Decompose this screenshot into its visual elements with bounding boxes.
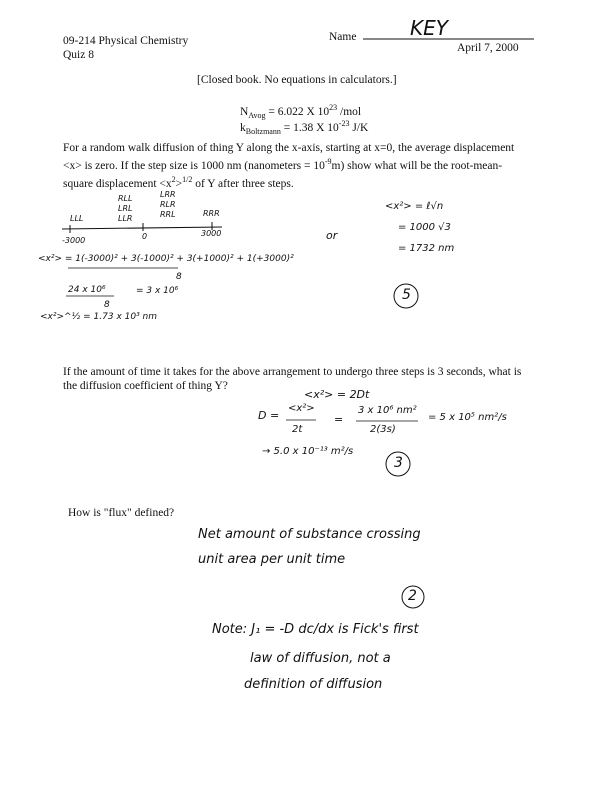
q2-equals: = [334, 413, 344, 426]
alt-eq-3: = 1732 nm [398, 243, 455, 254]
quiz-date: April 7, 2000 [457, 42, 519, 54]
question-1: For a random walk diffusion of thing Y along the x-axis, starting at x=0, the average displacement <x> is zero. If the step size is 1000 nm (nanometers = $10^{-9}m$) show what will be the root-mean- square displacement $<x^2>^{1/2}$ of Y after three steps. [63, 142, 515, 190]
q1-eq2-result: = 3 x 10⁶ [136, 286, 179, 296]
q2-frac2-num: 3 x 10⁶ nm² [358, 405, 417, 416]
question-3: How is "flux" defined? [68, 507, 175, 519]
q1-eq2-denominator: 8 [104, 300, 110, 310]
note-line-2: law of diffusion, not a [250, 651, 391, 666]
q3-score: 2 [408, 588, 417, 604]
q1-eq2-numerator: 24 x 10⁶ [68, 285, 106, 295]
q1-equation-3: <x²>^½ = 1.73 x 10³ nm [40, 312, 158, 322]
q2-equation-1: <x²> = 2Dt [304, 388, 370, 401]
q3-answer-line-1: Net amount of substance crossing [198, 527, 421, 542]
name-value: KEY [410, 16, 448, 40]
question-2: If the amount of time it takes for the above arrangement to undergo three steps is 3 seconds, what is the diffusion coefficient of thing Y? [63, 366, 522, 392]
alt-eq-1: <x²> = ℓ√n [385, 201, 444, 212]
q2-frac1-num: <x²> [288, 403, 315, 414]
or-label: or [326, 229, 338, 242]
q3-answer-line-2: unit area per unit time [198, 552, 346, 567]
path-lll: LLL [70, 214, 84, 223]
q1-score: 5 [402, 287, 411, 303]
paths-two-right: LRR RLR RRL [160, 190, 176, 219]
q2-score-circle [386, 452, 410, 476]
q2-d-lhs: D = [258, 409, 280, 422]
instructions: [Closed book. No equations in calculators.] [197, 74, 397, 86]
course-title: 09-214 Physical Chemistry [63, 35, 189, 47]
q2-result-1: = 5 x 10⁵ nm²/s [428, 412, 507, 423]
avogadro-constant: $N_{Avog} = 6.022$ X $10^{23}$ /mol [240, 103, 362, 121]
path-rrr: RRR [203, 209, 220, 218]
paths-one-right: RLL LRL LLR [118, 194, 133, 223]
q1-equation-1: <x²> = 1(-3000)² + 3(-1000)² + 3(+1000)² + 1(+3000)² [38, 254, 294, 264]
number-line [62, 227, 222, 229]
q2-frac2-den: 2(3s) [370, 424, 396, 435]
q1-score-circle [394, 284, 418, 308]
boltzmann-constant: $k_{Boltzmann} = 1.38$ X $10^{-23}$ J/K [240, 119, 369, 137]
axis-mid-label: 0 [142, 232, 148, 241]
name-label: Name [329, 31, 357, 43]
quiz-number: Quiz 8 [63, 49, 94, 61]
axis-left-label: -3000 [62, 236, 86, 245]
q1-eq1-denominator: 8 [176, 272, 182, 282]
q2-frac1-den: 2t [292, 424, 303, 435]
q3-score-circle [402, 586, 424, 608]
axis-right-label: 3000 [201, 229, 222, 238]
q2-score: 3 [394, 455, 403, 471]
note-line-3: definition of diffusion [244, 677, 383, 692]
note-line-1: Note: J₁ = -D dc/dx is Fick's first [212, 622, 419, 637]
alt-eq-2: = 1000 √3 [398, 222, 451, 233]
q2-result-2: → 5.0 x 10⁻¹³ m²/s [262, 446, 354, 457]
